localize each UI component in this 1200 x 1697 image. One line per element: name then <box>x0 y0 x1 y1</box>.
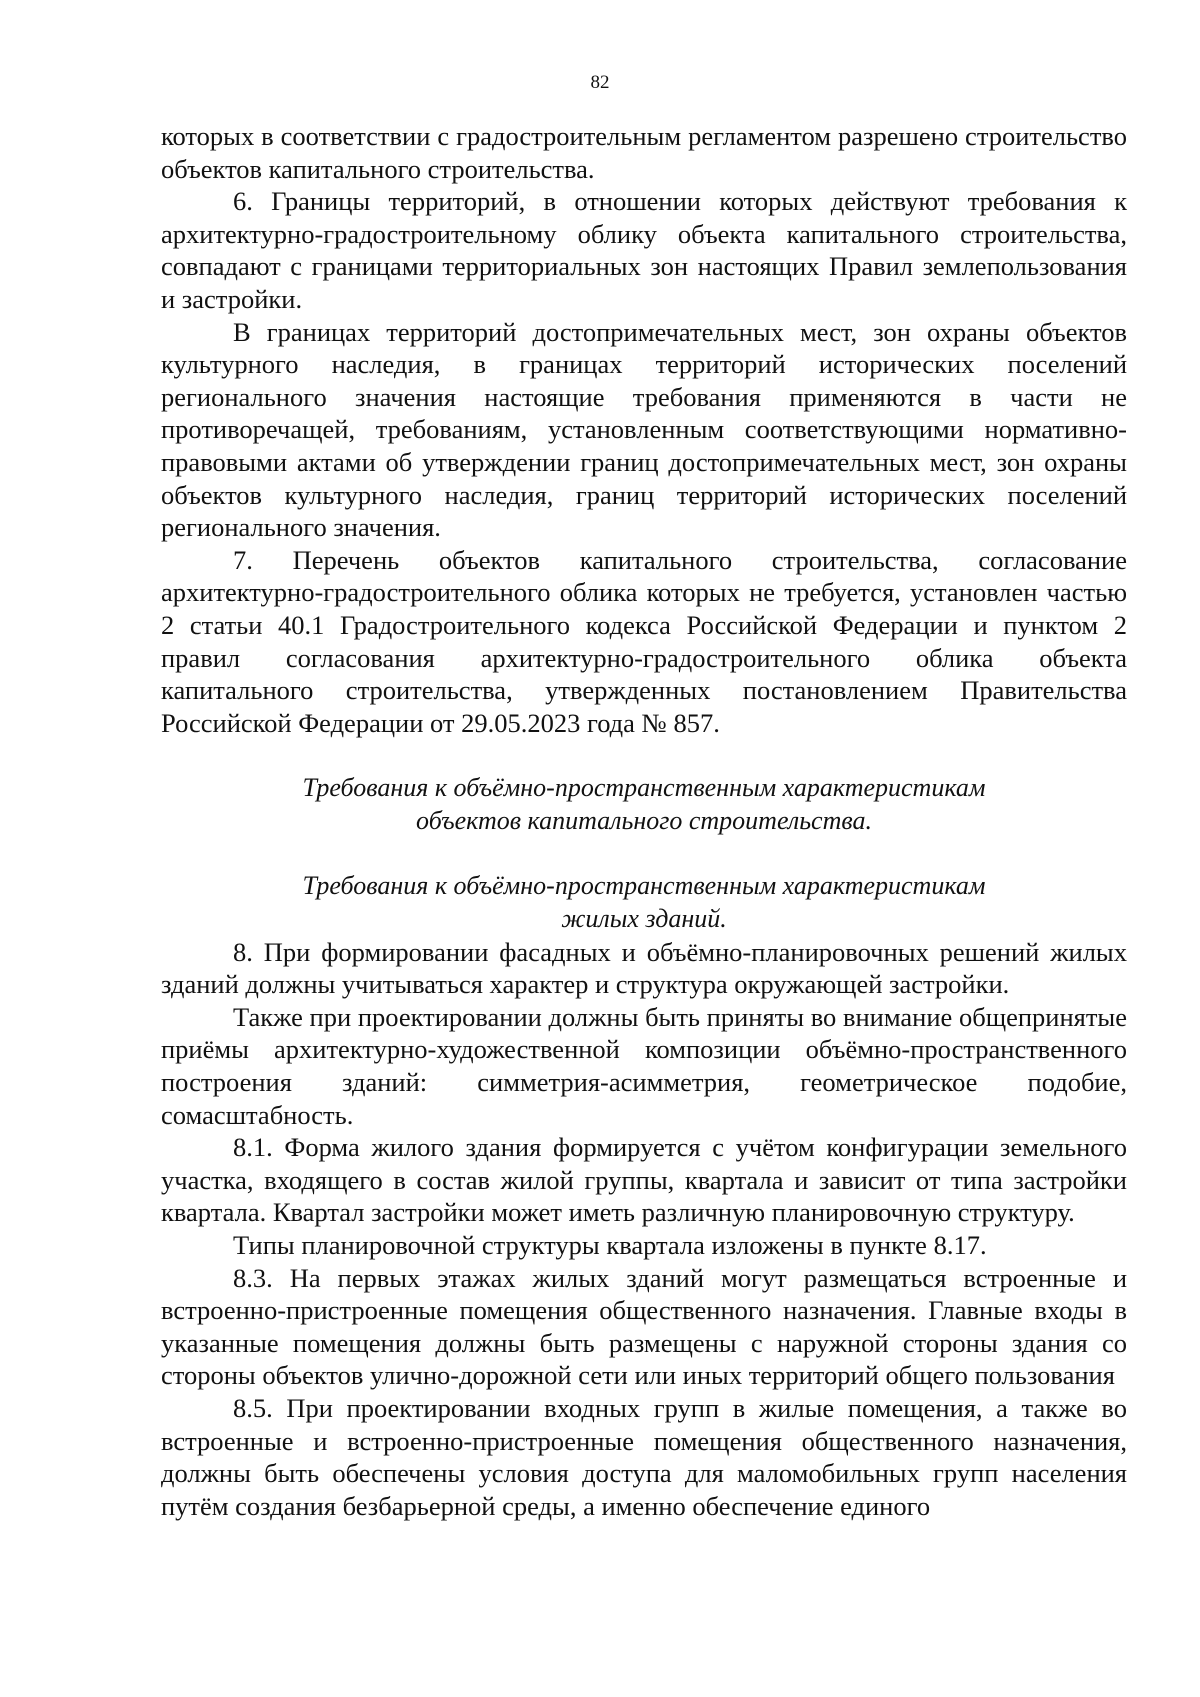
page-number: 82 <box>590 72 610 93</box>
section-heading-line: Требования к объёмно-пространственным характеристикам <box>302 773 986 803</box>
paragraph-planning-types: Типы планировочной структуры квартала изложены в пункте 8.17. <box>233 1230 987 1260</box>
paragraph-item-8-3: 8.3. На первых этажах жилых зданий могут размещаться встроенные и встроенно-пристроенные помещения общественного назначения. Главные входы в указанные помещения должны быть размещены с наружной стороны здания со стороны объектов улично-дорожной сети или иных территорий общего пользования <box>161 1262 1127 1391</box>
section-heading-capital-objects <box>161 772 1127 837</box>
paragraph-heritage-boundaries: В границах территорий достопримечательных мест, зон охраны объектов культурного наследия, в границах территорий исторических поселений регионального значения настоящие требования применяются в части не противоречащей, требованиям, установленным соответствующими нормативно-правовыми актами об утверждении границ достопримечательных мест, зон охраны объектов культурного наследия, границ территорий исторических поселений регионального значения. <box>161 316 1127 543</box>
paragraph-item-8-1: 8.1. Форма жилого здания формируется с учётом конфигурации земельного участка, входящего в состав жилой группы, квартала и зависит от типа застройки квартала. Квартал застройки может иметь различную планировочную структуру. <box>161 1132 1127 1228</box>
section-heading-line: жилых зданий. <box>561 904 727 934</box>
paragraph-composition-techniques: Также при проектировании должны быть приняты во внимание общепринятые приёмы архитектурно-художественной композиции объёмно-пространственного построения зданий: симметрия-асимметрия, геометрическое подобие, сомасштабность. <box>161 1001 1127 1130</box>
paragraph-item-6: 6. Границы территорий, в отношении которых действуют требования к архитектурно-градостроительному облику объекта капитального строительства, совпадают с границами территориальных зон настоящих Правил землепользования и застройки. <box>161 186 1127 314</box>
paragraph-continuation: которых в соответствии с градостроительным регламентом разрешено строительство объектов капитального строительства. <box>161 121 1127 184</box>
document-body <box>161 120 1127 1522</box>
section-heading-line: объектов капитального строительства. <box>416 805 872 835</box>
paragraph-item-8-5: 8.5. При проектировании входных групп в жилые помещения, а также во встроенные и встроенно-пристроенные помещения общественного назначения, должны быть обеспечены условия доступа для маломобильных групп населения путём создания безбарьерной среды, а именно обеспечение единого <box>161 1392 1127 1521</box>
section-heading-line: Требования к объёмно-пространственным характеристикам <box>302 871 986 901</box>
section-heading-residential-buildings <box>161 870 1127 935</box>
paragraph-item-7: 7. Перечень объектов капитального строительства, согласование архитектурно-градостроительного облика которых не требуется, установлен частью 2 статьи 40.1 Градостроительного кодекса Российской Федерации и пунктом 2 правил согласования архитектурно-градостроительного облика объекта капитального строительства, утвержденных постановлением Правительства Российской Федерации от 29.05.2023 года № 857. <box>161 544 1127 738</box>
paragraph-item-8: 8. При формировании фасадных и объёмно-планировочных решений жилых зданий должны учитываться характер и структура окружающей застройки. <box>161 936 1127 1000</box>
